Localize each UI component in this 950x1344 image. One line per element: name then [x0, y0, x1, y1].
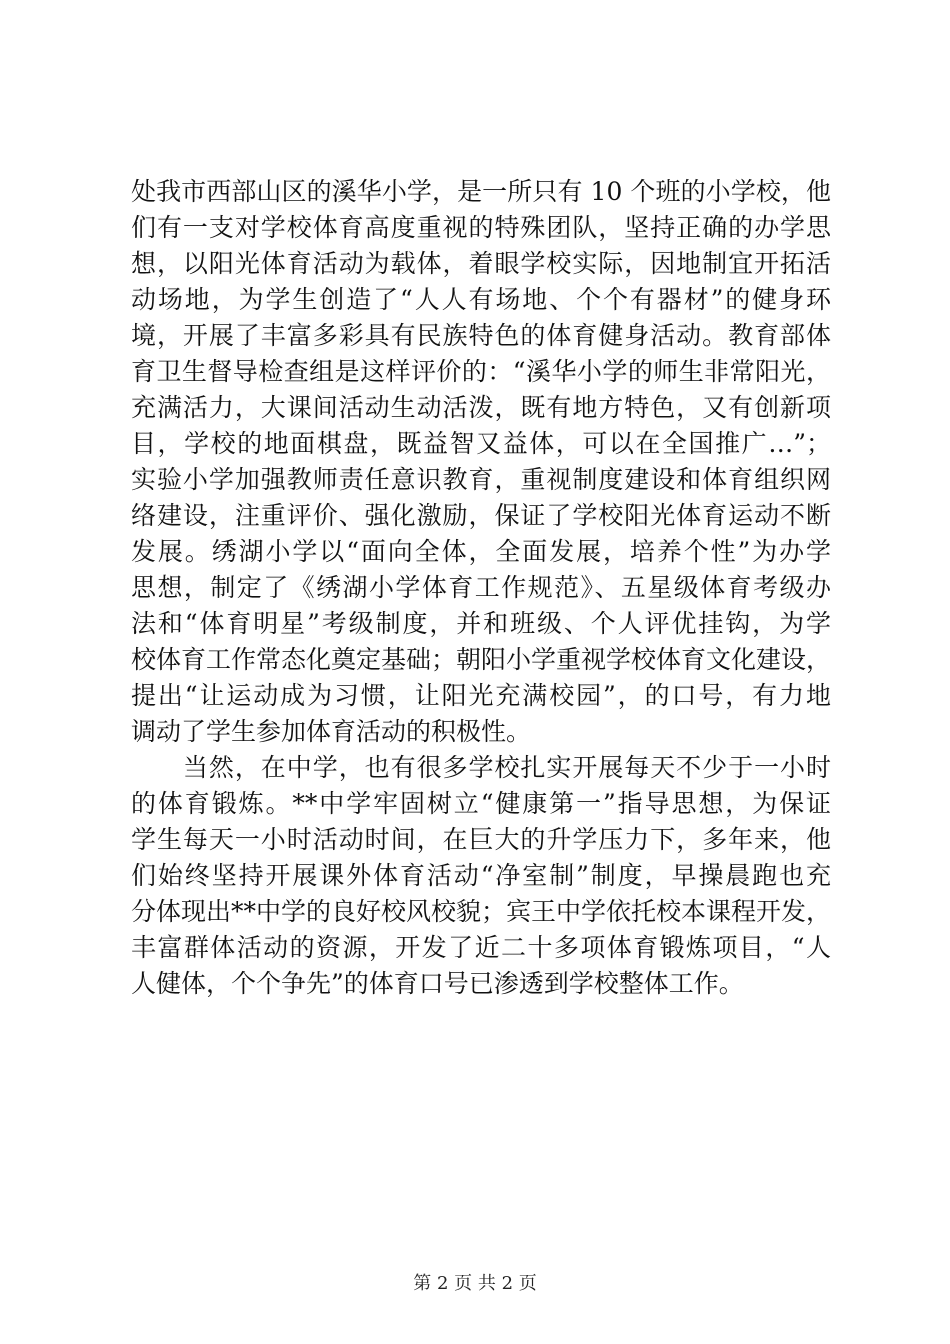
- text-line: 络建设，注重评价、强化激励，保证了学校阳光体育运动不断: [131, 501, 831, 530]
- text-line: 想，以阳光体育活动为载体，着眼学校实际，因地制宜开拓活: [131, 249, 831, 278]
- text-line: 学生每天一小时活动时间，在巨大的升学压力下，多年来，他: [131, 825, 831, 854]
- text-line: 校体育工作常态化奠定基础；朝阳小学重视学校体育文化建设，: [131, 645, 832, 674]
- text-line: 们有一支对学校体育高度重视的特殊团队，坚持正确的办学思: [131, 213, 831, 242]
- text-line: 实验小学加强教师责任意识教育，重视制度建设和体育组织网: [131, 465, 831, 494]
- text-line: 育卫生督导检查组是这样评价的：“溪华小学的师生非常阳光，: [131, 357, 831, 386]
- text-line: 法和“体育明星”考级制度，并和班级、个人评优挂钩，为学: [131, 609, 831, 638]
- text-line: 思想，制定了《绣湖小学体育工作规范》、五星级体育考级办: [131, 573, 831, 602]
- text-line: 境，开展了丰富多彩具有民族特色的体育健身活动。教育部体: [131, 321, 831, 350]
- text-line: 人健体，个个争先”的体育口号已渗透到学校整体工作。: [131, 969, 744, 998]
- text-line: 们始终坚持开展课外体育活动“净室制”制度，早操晨跑也充: [131, 861, 831, 890]
- text-line: 分体现出**中学的良好校风校貌；宾王中学依托校本课程开发，: [131, 897, 832, 926]
- text-line: 处我市西部山区的溪华小学，是一所只有 10 个班的小学校，他: [131, 177, 831, 206]
- text-line: 提出“让运动成为习惯，让阳光充满校园”，的口号，有力地: [131, 681, 831, 710]
- text-line: 当然，在中学，也有很多学校扎实开展每天不少于一小时: [131, 753, 831, 782]
- page-footer: 第 2 页 共 2 页: [413, 1273, 537, 1294]
- text-line: 的体育锻炼。**中学牢固树立“健康第一”指导思想，为保证: [131, 789, 831, 818]
- text-line: 充满活力，大课间活动生动活泼，既有地方特色，又有创新项: [131, 393, 831, 422]
- text-line: 动场地，为学生创造了“人人有场地、个个有器材”的健身环: [131, 285, 831, 314]
- body-text: [131, 174, 831, 1002]
- text-line: 调动了学生参加体育活动的积极性。: [131, 717, 532, 746]
- text-line: 丰富群体活动的资源，开发了近二十多项体育锻炼项目，“人: [131, 933, 831, 962]
- text-line: 发展。绣湖小学以“面向全体，全面发展，培养个性”为办学: [131, 537, 831, 566]
- text-line: 目，学校的地面棋盘，既益智又益体，可以在全国推广…”；: [131, 429, 831, 458]
